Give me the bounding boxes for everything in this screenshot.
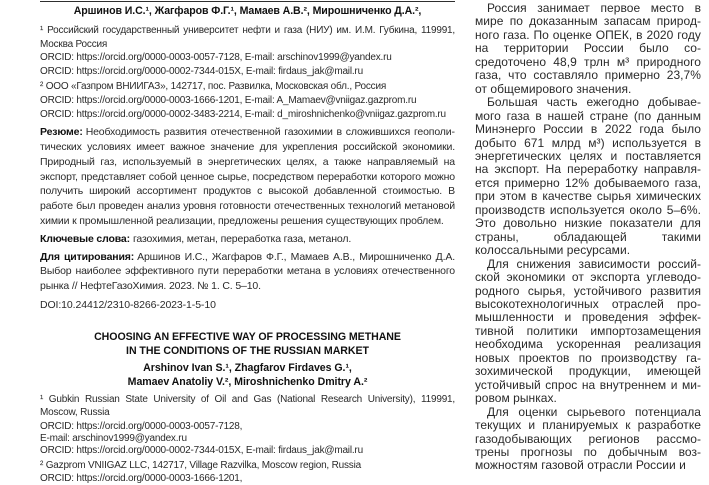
abstract-label: Резюме: <box>40 126 83 139</box>
email-line-en-1: E-mail: arschinov1999@yandex.ru <box>40 432 187 444</box>
authors-en-line1: Arshinov Ivan S.¹, Zhagfarov Firdaves G.¹, <box>143 361 352 374</box>
orcid-line-en-2: ORCID: https://orcid.org/0000-0002-7344-015X, E-mail: firdaus_jak@mail.ru <box>40 445 363 457</box>
orcid-line-ru-1: ORCID: https://orcid.org/0000-0003-0057-7128, E-mail: arschinov1999@yandex.ru <box>40 52 392 64</box>
right-column <box>475 0 701 473</box>
english-block <box>40 330 455 485</box>
authors-en <box>40 361 455 389</box>
authors-en-line2: Mamaev Anatoliy V.², Miroshnichenko Dmitry A.² <box>127 376 368 389</box>
doi: DOI:10.24412/2310-8266-2023-1-5-10 <box>40 298 216 311</box>
orcid-line-ru-2: ORCID: https://orcid.org/0000-0002-7344-015X, E-mail: firdaus_jak@mail.ru <box>40 65 363 77</box>
affiliation-org2-ru: ² ООО «Газпром ВНИИГАЗ», 142717, пос. Развилка, Московская обл., Россия <box>40 81 387 93</box>
keywords <box>40 233 455 245</box>
affiliations-en <box>40 394 455 484</box>
orcid-line-ru-4: ORCID: https://orcid.org/0000-0002-3483-2214, E-mail: d_miroshnichenko@vniigaz.gazprom.ru <box>40 108 446 120</box>
authors-ru: Аршинов И.С.¹, Жагфаров Ф.Г.¹, Мамаев А.В.², Мирошниченко Д.А.², <box>73 5 422 17</box>
citation-text: Аршинов И.С., Жагфаров Ф.Г., Мамаев А.В., Мирошниченко Д.А. Выбор наиболее эффективного пути переработки метана в условиях отечественного рынка // НефтеГазоХимия. 2023. № 1. С. 5–10. <box>40 250 455 292</box>
keywords-label: Ключевые слова: <box>40 232 130 245</box>
title-en-line1: CHOOSING AN EFFECTIVE WAY OF PROCESSING METHANE <box>94 330 401 343</box>
left-column <box>40 0 455 485</box>
affiliation-org2-en: ² Gazprom VNIIGAZ LLC, 142717, Village Razvilka, Moscow region, Russia <box>40 460 361 472</box>
body-paragraph-3: Для снижения зависимости российской экономики от экспорта углеводородного сырья, устойчивого развития высокотехнологичных отраслей промышленности и проведения эффективной политики импортозамещения необходима ускоренная реализация новых проектов по производству газохимической продукции, имеющей устойчивый спрос на внутреннем и мировом рынках. <box>475 256 701 406</box>
header-rule <box>40 1 455 2</box>
affiliations-ru <box>40 24 455 121</box>
affiliation-org1-ru: ¹ Российский государственный университет нефти и газа (НИУ) им. И.М. Губкина, 119991, Москва Россия <box>40 25 455 50</box>
abstract-text: Необходимость развития отечественной газохимии в сложившихся геополитических условиях имеет важное значение для укрепления российской экономики. Природный газ, используемый в энергетических целях, а также направляемый на экспорт, представляет собой ценное сырье, посредством переработки которого можно получить широкий ассортимент продуктов с высокой добавленной стоимостью. В работе был проведен анализ уровня готовности отечественных технологий метановой химии к промышленной реализации, предложены решения существующих проблем. <box>40 126 455 227</box>
citation-label: Для цитирования: <box>40 250 135 263</box>
affiliation-org1-en: ¹ Gubkin Russian State University of Oil and Gas (National Research University), 119991, Moscow, Russia <box>40 394 455 418</box>
body-paragraph-4: Для оценки сырьевого потенциала текущих и планируемых к разработке газодобывающих регионов рассмотрены прогнозы по добычным возможностям газовой отрасли России и <box>475 404 701 473</box>
body-paragraph-2: Большая часть ежегодно добываемого газа в нашей стране (по данным Минэнерго России в 2022 года было добыто 671 млрд м³) используется в энергетических целях и поставляется на экспорт. На переработку направляется примерно 12% добываемого газа, при этом в качестве сырья химических производств используется около 5–6%. Это довольно низкие показатели для страны, обладающей такими колоссальными ресурсами. <box>475 95 701 258</box>
orcid-line-en-1: ORCID: https://orcid.org/0000-0003-0057-7128, <box>40 420 243 432</box>
title-en-line2: IN THE CONDITIONS OF THE RUSSIAN MARKET <box>126 344 369 357</box>
citation <box>40 250 455 294</box>
orcid-line-ru-3: ORCID: https://orcid.org/0000-0003-1666-1201, E-mail: A_Mamaev@vniigaz.gazprom.ru <box>40 94 417 106</box>
abstract <box>40 125 455 229</box>
body-paragraph-1: Россия занимает первое место в мире по доказанным запасам природного газа. По оценке ОПЕК, в 2020 году на территории России было сосредоточено 48,9 трлн м³ природного газа, что составляло примерно 23,7% от общемирового значения. <box>475 1 701 96</box>
keywords-text: газохимия, метан, переработка газа, метанол. <box>132 232 352 245</box>
orcid-line-en-3: ORCID: https://orcid.org/0000-0003-1666-1201, <box>40 472 243 484</box>
